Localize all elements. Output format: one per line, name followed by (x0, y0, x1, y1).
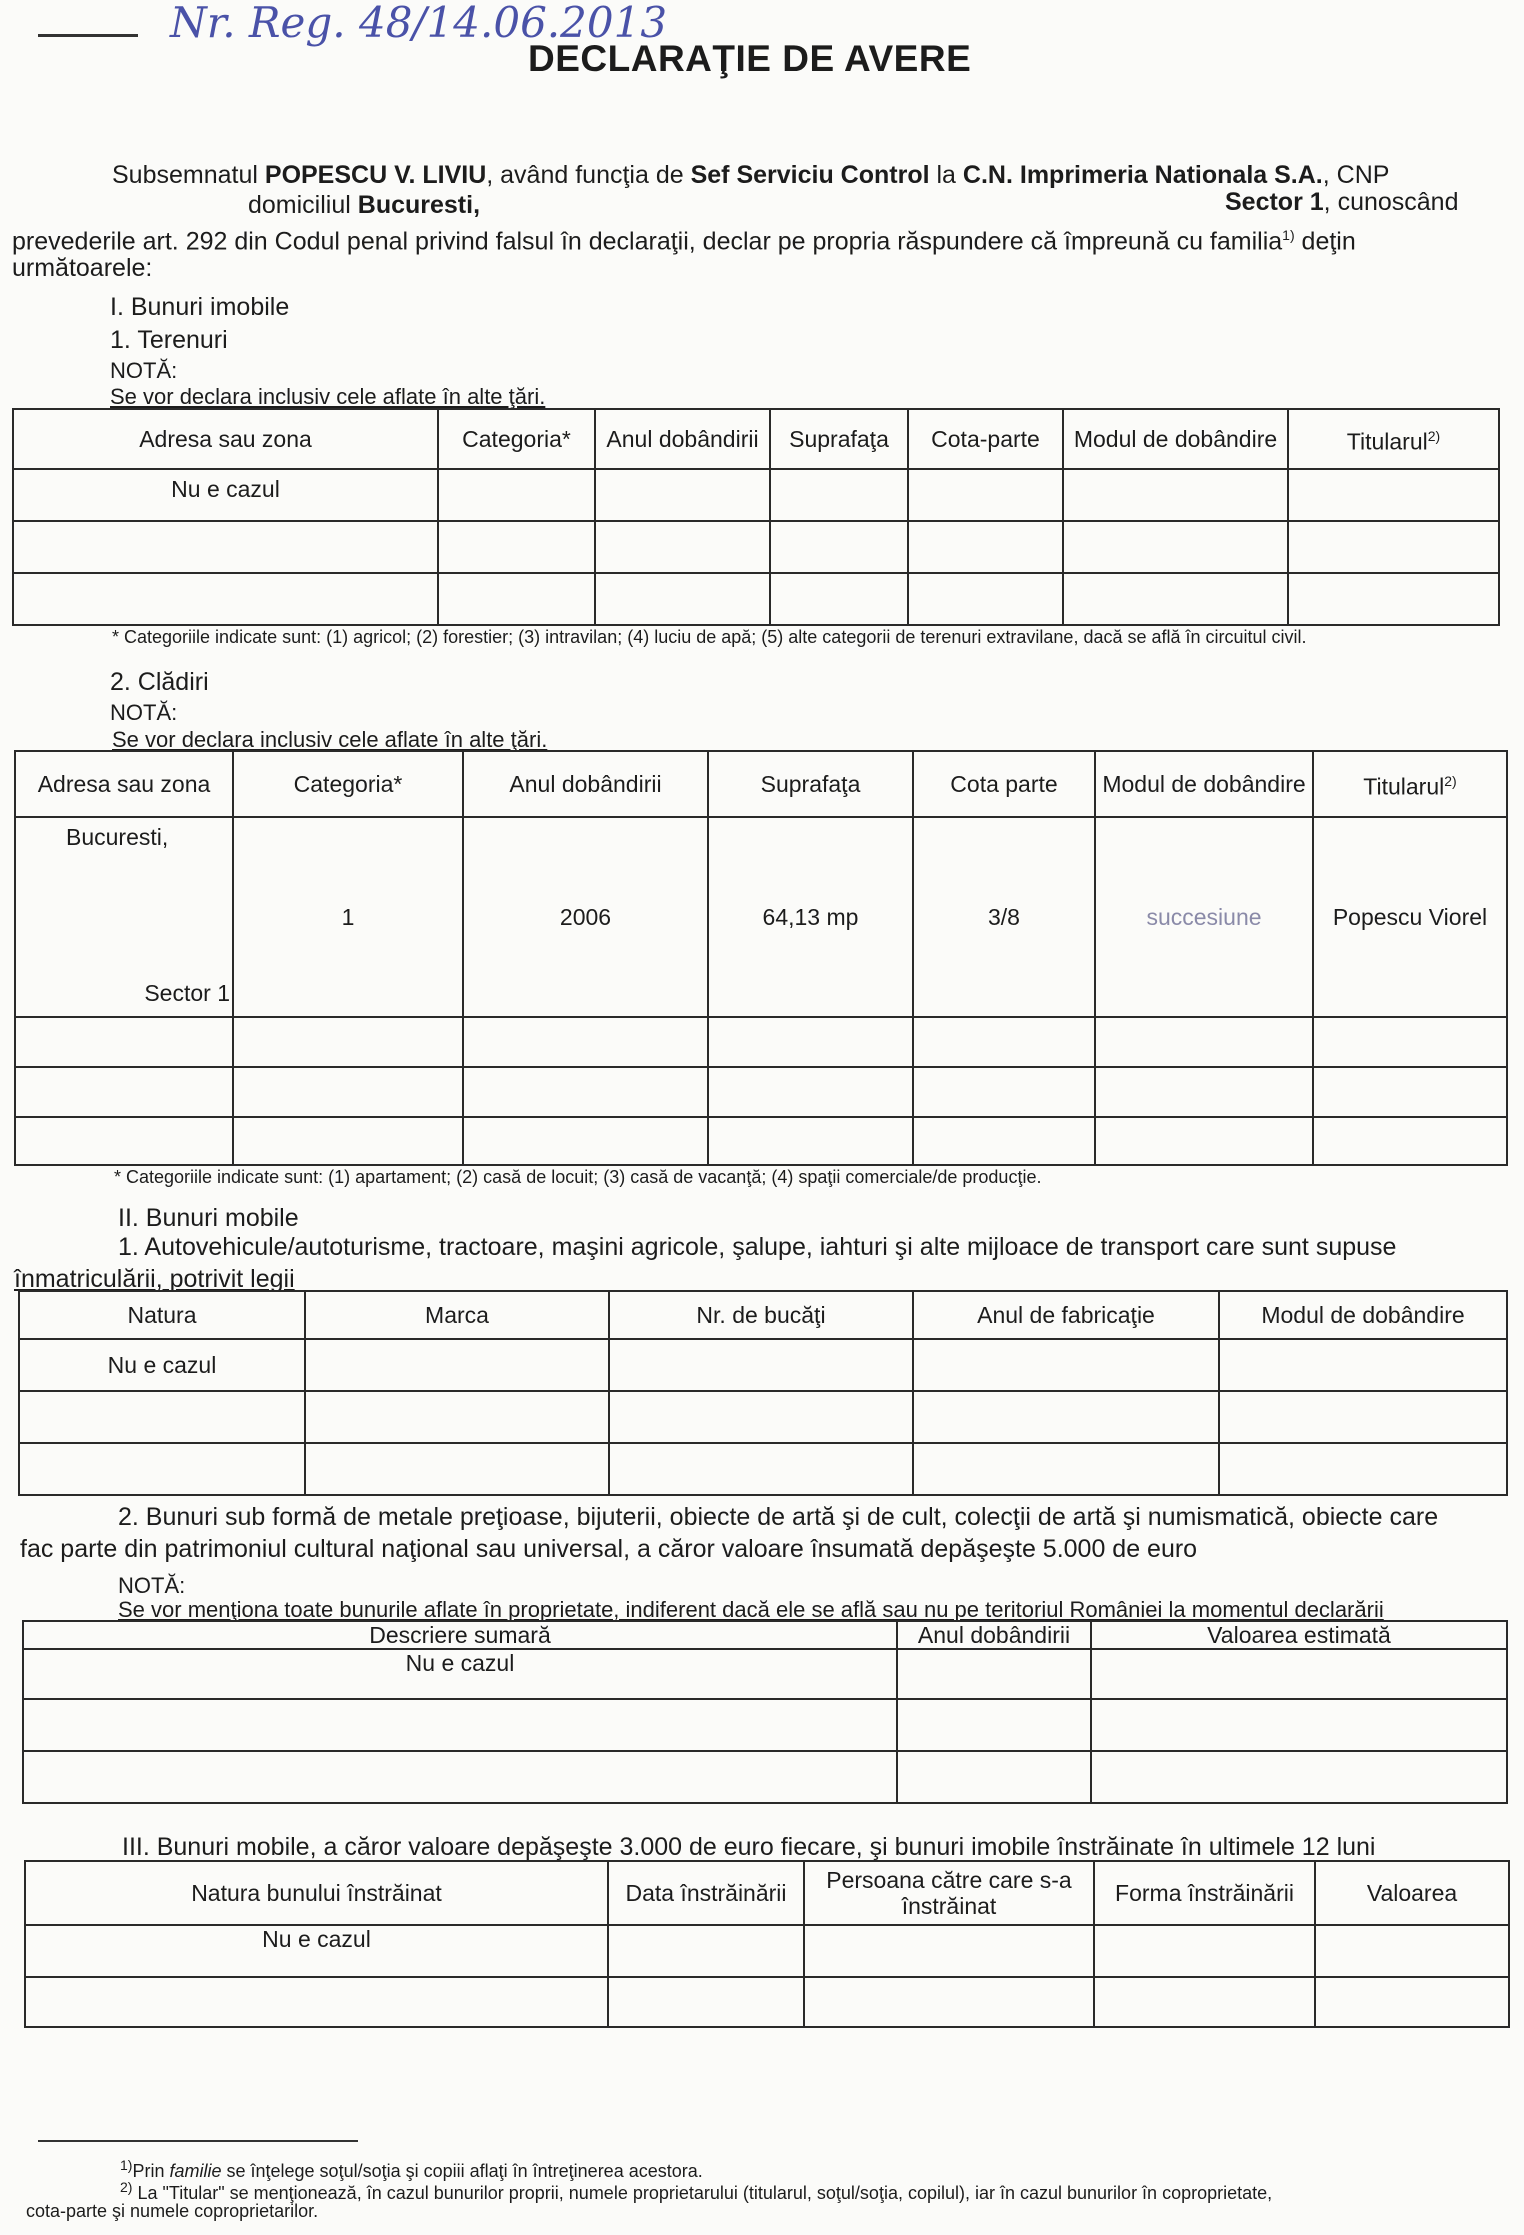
table-cell (1063, 521, 1288, 573)
table-cell: Nu e cazul (13, 469, 438, 521)
table-cell: Nu e cazul (25, 1925, 608, 1977)
address-cell (15, 817, 233, 1017)
col-header: Categoria* (438, 409, 595, 469)
table-cell (23, 1751, 897, 1803)
table-cell (908, 521, 1063, 573)
table-cell (1313, 1117, 1507, 1165)
table-cell (608, 1925, 804, 1977)
table-cell (913, 1117, 1095, 1165)
address-city: Bucuresti, (66, 824, 169, 850)
table-row (23, 1649, 1507, 1699)
table-bunuri-pretioase (22, 1620, 1508, 1804)
table-autovehicule (18, 1290, 1508, 1496)
table-cell (1288, 573, 1499, 625)
col-header: Adresa sau zona (13, 409, 438, 469)
col-header: Anul dobândirii (897, 1621, 1091, 1649)
handwritten-register-number: Nr. Reg. 48/14.06.2013 (170, 0, 668, 47)
col-header: Titularul$^{2)}$ (1288, 409, 1499, 469)
table-cell (19, 1391, 305, 1443)
table-instrainate (24, 1860, 1510, 2028)
col-header: Cota-parte (908, 409, 1063, 469)
col-header: Valoarea (1315, 1861, 1509, 1925)
note-label: NOTĂ: (110, 700, 178, 725)
table-cladiri (14, 750, 1508, 1166)
table-cell (1063, 573, 1288, 625)
table-cell (1094, 1977, 1315, 2027)
table-row (23, 1751, 1507, 1803)
header-dash (38, 34, 138, 37)
col-header: Anul dobândirii (463, 751, 708, 817)
table-cell (595, 469, 770, 521)
table-cell: Nu e cazul (19, 1339, 305, 1391)
table-cell (770, 521, 908, 573)
table-row (13, 469, 1499, 521)
table-header-row (13, 409, 1499, 469)
table-cell (463, 1117, 708, 1165)
table-row (19, 1391, 1507, 1443)
table-cell (1091, 1751, 1507, 1803)
table-cell (1315, 1925, 1509, 1977)
table-cell (609, 1391, 913, 1443)
table-cell (595, 573, 770, 625)
table-cell (1219, 1339, 1507, 1391)
table-cell (305, 1391, 609, 1443)
table-cell (463, 1017, 708, 1067)
table-cell (233, 1117, 463, 1165)
table-row (15, 817, 1507, 1017)
note-text: Se vor menţiona toate bunurile aflate în proprietate, indiferent dacă ele se află sau nu pe teritoriul României la momentul declarării (118, 1597, 1384, 1622)
col-header: Modul de dobândire (1219, 1291, 1507, 1339)
table-cell (305, 1443, 609, 1495)
col-header: Categoria* (233, 751, 463, 817)
table-cell (1095, 1117, 1313, 1165)
table-cell: Nu e cazul (23, 1649, 897, 1699)
table-cell (913, 1067, 1095, 1117)
footnote-separator (38, 2140, 358, 2142)
table-cell (913, 1339, 1219, 1391)
col-header: Anul dobândirii (595, 409, 770, 469)
table-cell (438, 573, 595, 625)
table-cell (15, 1067, 233, 1117)
table-cell (25, 1977, 608, 2027)
table-cell (1063, 469, 1288, 521)
footnote-2: $^{2)}$ La "Titular" se menţionează, în cazul bunurilor proprii, numele proprietarului (titularul, soţul/soţia, copilul), iar în cazul bunurilor în coproprietate, (120, 2179, 1273, 2203)
col-header: Cota parte (913, 751, 1095, 817)
table-cell (708, 1067, 913, 1117)
table-cell (15, 1017, 233, 1067)
subsection-cladiri: 2. Clădiri (110, 668, 209, 696)
table-cell: succesiune (1095, 817, 1313, 1017)
footnote-1: $^{1)}$Prin familie se înţelege soţul/soţia şi copiii aflaţi în întreţinerea acestora. (120, 2157, 703, 2181)
table-cell (233, 1017, 463, 1067)
section-heading-instrainate: III. Bunuri mobile, a căror valoare depăşeşte 3.000 de euro fiecare, şi bunuri imobile înstrăinate în ultimele 12 luni (122, 1833, 1376, 1861)
subsection-terenuri: 1. Terenuri (110, 326, 228, 354)
table-cell (15, 1117, 233, 1165)
col-header: Persoana către care s-a înstrăinat (804, 1861, 1094, 1925)
subsection-bunuri-pretioase-cont: fac parte din patrimoniul cultural naţional sau universal, a căror valoare însumată depăşeşte 5.000 de euro (20, 1535, 1198, 1563)
table-cell (1288, 521, 1499, 573)
table-cell (913, 1443, 1219, 1495)
col-header: Valoarea estimată (1091, 1621, 1507, 1649)
col-header: Suprafaţa (708, 751, 913, 817)
intro-line-1: Subsemnatul POPESCU V. LIVIU, având funcţia de Sef Serviciu Control la C.N. Imprimeria Nationala S.A., CNP (112, 161, 1390, 189)
table-cell (1091, 1649, 1507, 1699)
table-row (19, 1443, 1507, 1495)
table-cell (609, 1443, 913, 1495)
col-header: Anul de fabricaţie (913, 1291, 1219, 1339)
table-cell (1315, 1977, 1509, 2027)
table-row (13, 573, 1499, 625)
footnote-categorii-terenuri: * Categoriile indicate sunt: (1) agricol; (2) forestier; (3) intravilan; (4) luciu de apă; (5) alte categorii de terenuri extravilane, dacă se află în circuitul civil. (112, 627, 1307, 647)
table-header-row (25, 1861, 1509, 1925)
intro-line-3: prevederile art. 292 din Codul penal privind falsul în declaraţii, declar pe propria răspundere că împreună cu familia$^{1)}$ deţin (12, 227, 1356, 256)
col-header: Natura (19, 1291, 305, 1339)
note-label: NOTĂ: (118, 1573, 186, 1598)
address-sector: Sector 1 (144, 980, 230, 1006)
note-label: NOTĂ: (110, 358, 178, 383)
table-cell (908, 469, 1063, 521)
table-header-row (15, 751, 1507, 817)
intro-line-4: următoarele: (12, 254, 153, 282)
footnote-2-cont: cota-parte şi numele coproprietarilor. (26, 2201, 319, 2221)
table-cell (595, 521, 770, 573)
table-cell: 2006 (463, 817, 708, 1017)
table-cell (608, 1977, 804, 2027)
table-cell (13, 573, 438, 625)
col-header: Modul de dobândire (1063, 409, 1288, 469)
table-cell (609, 1339, 913, 1391)
table-cell (438, 469, 595, 521)
col-header: Descriere sumară (23, 1621, 897, 1649)
table-cell (708, 1117, 913, 1165)
table-cell (770, 469, 908, 521)
col-header: Nr. de bucăţi (609, 1291, 913, 1339)
table-header-row (23, 1621, 1507, 1649)
table-cell (908, 573, 1063, 625)
col-header: Data înstrăinării (608, 1861, 804, 1925)
intro-sector: Sector 1, cunoscând (1225, 188, 1459, 216)
table-cell (708, 1017, 913, 1067)
note-text: Se vor declara inclusiv cele aflate în alte ţări. (112, 727, 548, 752)
table-cell (463, 1067, 708, 1117)
table-row (25, 1977, 1509, 2027)
table-cell (1219, 1443, 1507, 1495)
table-terenuri (12, 408, 1500, 626)
table-cell (1313, 1067, 1507, 1117)
col-header: Suprafaţa (770, 409, 908, 469)
table-cell (1288, 469, 1499, 521)
intro-domicile: domiciliul Bucuresti, (248, 191, 481, 219)
table-cell (1091, 1699, 1507, 1751)
table-cell (438, 521, 595, 573)
table-cell (770, 573, 908, 625)
table-cell (897, 1649, 1091, 1699)
table-row (19, 1339, 1507, 1391)
col-header: Marca (305, 1291, 609, 1339)
document-title: DECLARAŢIE DE AVERE (528, 38, 972, 79)
table-cell (897, 1751, 1091, 1803)
section-heading-mobile: II. Bunuri mobile (118, 1204, 299, 1232)
table-cell (1095, 1017, 1313, 1067)
table-cell (897, 1699, 1091, 1751)
table-cell: 1 (233, 817, 463, 1017)
section-heading-imobile: I. Bunuri imobile (110, 293, 290, 321)
table-cell: 3/8 (913, 817, 1095, 1017)
subsection-autovehicule: 1. Autovehicule/autoturisme, tractoare, maşini agricole, şalupe, iahturi şi alte mijloace de transport care sunt supuse (118, 1233, 1397, 1261)
table-cell (1095, 1067, 1313, 1117)
col-header: Adresa sau zona (15, 751, 233, 817)
table-row (13, 521, 1499, 573)
table-cell (913, 1017, 1095, 1067)
subsection-autovehicule-cont: înmatriculării, potrivit legii (14, 1265, 295, 1293)
table-cell: 64,13 mp (708, 817, 913, 1017)
col-header: Modul de dobândire (1095, 751, 1313, 817)
table-cell (233, 1067, 463, 1117)
subsection-bunuri-pretioase: 2. Bunuri sub formă de metale preţioase, bijuterii, obiecte de artă şi de cult, colecţii de artă şi numismatică, obiecte care (118, 1503, 1439, 1531)
table-cell (804, 1977, 1094, 2027)
table-cell: Popescu Viorel (1313, 817, 1507, 1017)
table-row (25, 1925, 1509, 1977)
col-header: Titularul$^{2)}$ (1313, 751, 1507, 817)
table-cell (13, 521, 438, 573)
table-row (15, 1067, 1507, 1117)
table-cell (1313, 1017, 1507, 1067)
table-row (23, 1699, 1507, 1751)
table-cell (23, 1699, 897, 1751)
table-row (15, 1017, 1507, 1067)
footnote-categorii-cladiri: * Categoriile indicate sunt: (1) apartament; (2) casă de locuit; (3) casă de vacanţă; (4) spaţii comerciale/de producţie. (114, 1167, 1042, 1187)
table-row (15, 1117, 1507, 1165)
table-cell (804, 1925, 1094, 1977)
col-header: Forma înstrăinării (1094, 1861, 1315, 1925)
col-header: Natura bunului înstrăinat (25, 1861, 608, 1925)
table-cell (913, 1391, 1219, 1443)
table-cell (1094, 1925, 1315, 1977)
note-text: Se vor declara inclusiv cele aflate în alte ţări. (110, 384, 546, 409)
table-cell (1219, 1391, 1507, 1443)
table-header-row (19, 1291, 1507, 1339)
table-cell (19, 1443, 305, 1495)
table-cell (305, 1339, 609, 1391)
